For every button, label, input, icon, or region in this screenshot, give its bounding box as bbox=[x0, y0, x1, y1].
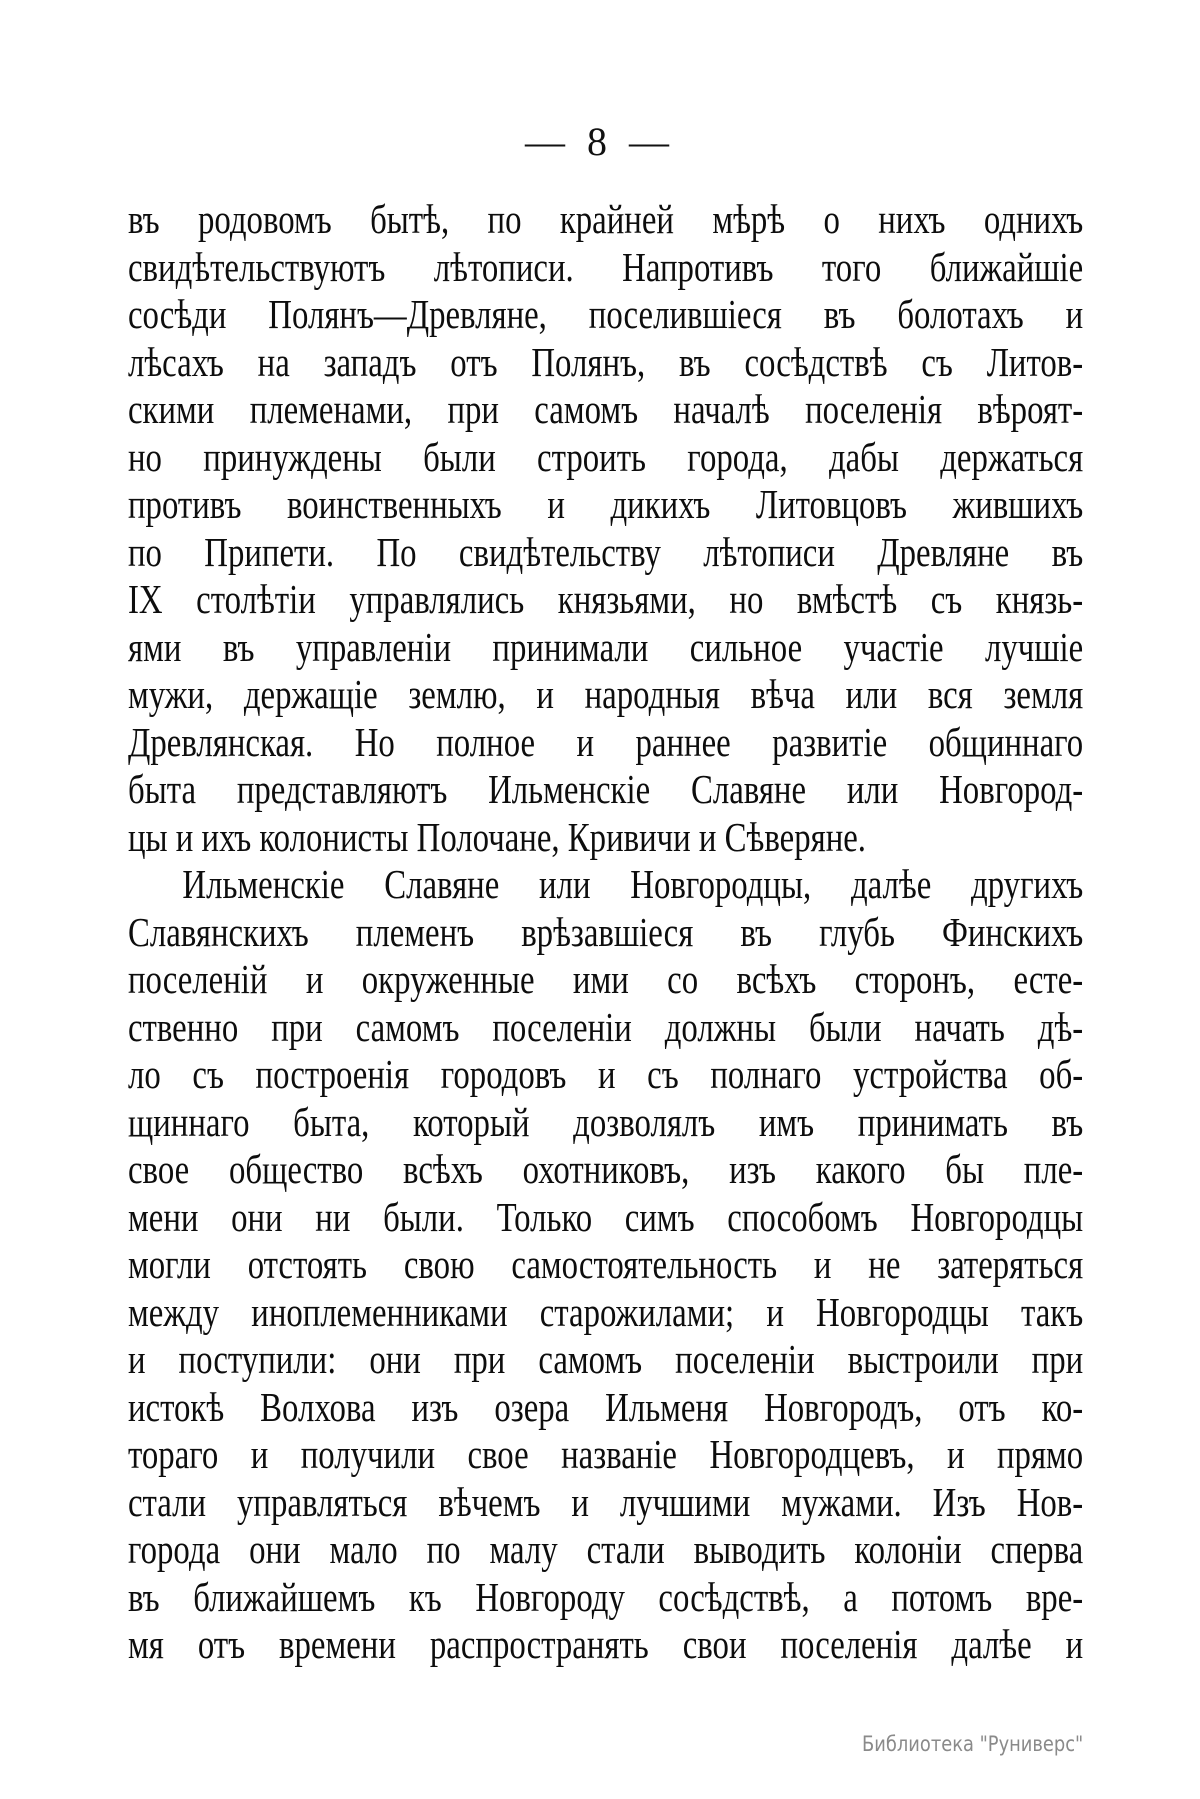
body-text bbox=[128, 196, 1083, 1669]
text-line: скими племенами, при самомъ началѣ поселенія вѣроят- bbox=[128, 386, 1084, 432]
text-line: сосѣди Полянъ—Древляне, поселившіеся въ болотахъ и bbox=[128, 291, 1084, 337]
text-line: могли отстоять свою самостоятельность и не затеряться bbox=[128, 1241, 1084, 1287]
paragraph bbox=[128, 196, 1083, 861]
text-line: ло съ построенія городовъ и съ полнаго устройства об- bbox=[128, 1051, 1084, 1097]
page-number: — 8 — bbox=[525, 119, 675, 164]
text-line: мя отъ времени распространять свои поселенія далѣе и bbox=[128, 1621, 1084, 1667]
text-line: щиннаго быта, который дозволялъ имъ принимать въ bbox=[128, 1098, 1084, 1145]
text-line: тораго и получили свое названіе Новгородцевъ, и прямо bbox=[128, 1431, 1084, 1477]
text-line: противъ воинственныхъ и дикихъ Литовцовъ жившихъ bbox=[128, 481, 1084, 527]
text-line: въ родовомъ бытѣ, по крайней мѣрѣ о нихъ однихъ bbox=[128, 196, 1084, 242]
text-line: стали управляться вѣчемъ и лучшими мужами. Изъ Нов- bbox=[128, 1478, 1084, 1525]
text-line: Славянскихъ племенъ врѣзавшіеся въ глубь Финскихъ bbox=[128, 908, 1084, 955]
text-line: ственно при самомъ поселеніи должны были начать дѣ- bbox=[128, 1003, 1084, 1050]
text-line: Ильменскіе Славяне или Новгородцы, далѣе другихъ bbox=[182, 861, 1084, 907]
text-line: въ ближайшемъ къ Новгороду сосѣдствѣ, а потомъ вре- bbox=[128, 1573, 1084, 1620]
text-line: лѣсахъ на западъ отъ Полянъ, въ сосѣдствѣ съ Литов- bbox=[128, 338, 1084, 385]
text-line: свое общество всѣхъ охотниковъ, изъ какого бы пле- bbox=[128, 1146, 1084, 1192]
paragraph bbox=[128, 861, 1083, 1669]
text-line: и поступили: они при самомъ поселеніи выстроили при bbox=[128, 1336, 1084, 1382]
text-line: поселеній и окруженные ими со всѣхъ сторонъ, есте- bbox=[128, 956, 1084, 1002]
text-line: мени они ни были. Только симъ способомъ Новгородцы bbox=[128, 1193, 1084, 1240]
text-line: быта представляютъ Ильменскіе Славяне или Новгород- bbox=[128, 766, 1084, 812]
text-line: истокѣ Волхова изъ озера Ильменя Новгородъ, отъ ко- bbox=[128, 1383, 1084, 1430]
text-line: между иноплеменниками старожилами; и Новгородцы такъ bbox=[128, 1288, 1084, 1335]
text-line: IX столѣтіи управлялись князьями, но вмѣстѣ съ князь- bbox=[128, 576, 1084, 622]
text-line: ями въ управленіи принимали сильное участіе лучшіе bbox=[128, 623, 1084, 670]
text-line: мужи, держащіе землю, и народныя вѣча или вся земля bbox=[128, 671, 1084, 717]
library-watermark: Библиотека "Руниверс" bbox=[861, 1732, 1083, 1756]
text-line: цы и ихъ колонисты Полочане, Кривичи и Сѣверяне. bbox=[128, 813, 866, 860]
text-line: но принуждены были строить города, дабы держаться bbox=[128, 433, 1084, 480]
text-line: по Припети. По свидѣтельству лѣтописи Древляне въ bbox=[128, 528, 1084, 575]
text-line: города они мало по малу стали выводить колоніи сперва bbox=[128, 1526, 1084, 1572]
text-line: свидѣтельствуютъ лѣтописи. Напротивъ того ближайшіе bbox=[128, 243, 1084, 290]
text-line: Древлянская. Но полное и раннее развитіе общиннаго bbox=[128, 718, 1084, 765]
